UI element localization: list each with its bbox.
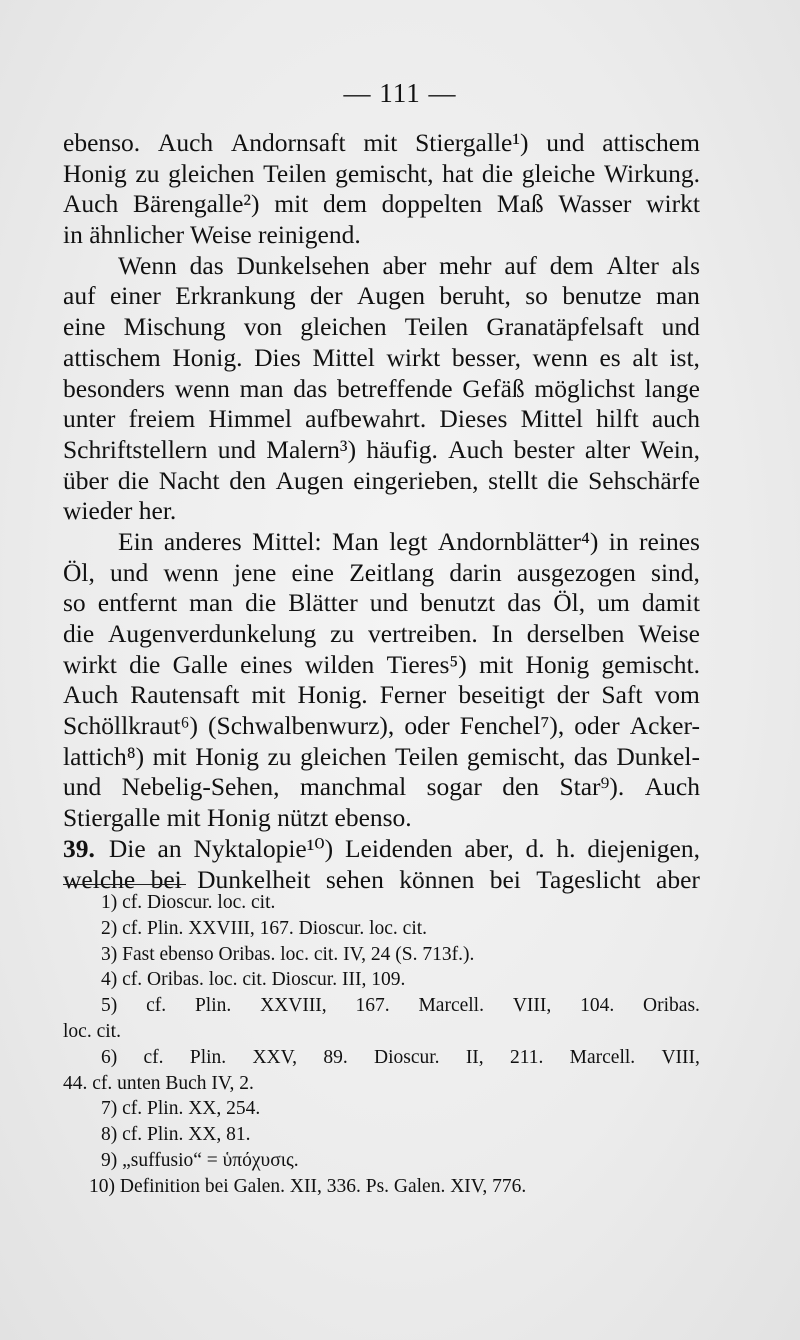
text-line: Wenn das Dunkelsehen aber mehr auf dem Alter als (118, 250, 700, 280)
footnote: 1) cf. Dioscur. loc. cit. (101, 892, 276, 913)
text-line: auf einer Erkrankung der Augen beruht, so benutze man (63, 281, 700, 311)
text-line: über die Nacht den Augen eingerieben, stellt die Sehschärfe (63, 465, 700, 495)
paragraph-2 (63, 251, 700, 527)
page-number: — 111 — (343, 78, 457, 108)
footnote: 5) cf. Plin. XXVIII, 167. Marcell. VIII, 104. Oribas. (101, 995, 700, 1017)
main-text (63, 128, 700, 895)
paragraph-4 (63, 834, 700, 895)
text-line: Öl, und wenn jene eine Zeitlang darin ausgezogen sind, (63, 557, 700, 587)
text-line-content: Die an Nyktalopie¹⁰) Leidenden aber, d. h. diejenigen, (108, 833, 700, 863)
footnote: 4) cf. Oribas. loc. cit. Dioscur. III, 109. (101, 969, 406, 991)
text-line: die Augenverdunkelung zu vertreiben. In derselben Weise (63, 619, 700, 648)
footnote: 7) cf. Plin. XX, 254. (101, 1098, 261, 1120)
text-line: Ein anderes Mittel: Man legt Andornblätter⁴) in reines (118, 526, 700, 556)
footnotes (63, 890, 700, 1200)
footnote: 3) Fast ebenso Oribas. loc. cit. IV, 24 (S. 713f.). (101, 943, 475, 965)
paragraph-1 (63, 128, 700, 251)
text-line: wieder her. (63, 496, 177, 526)
text-line: wirkt die Galle eines wilden Tieres⁵) mit Honig gemischt. (63, 649, 700, 679)
footnote: 2) cf. Plin. XXVIII, 167. Dioscur. loc. cit. (101, 917, 428, 939)
section-number: 39. (63, 833, 95, 863)
paragraph-3 (63, 527, 700, 834)
footnote: 9) „suffusio“ = ὑπόχυσις. (101, 1149, 299, 1171)
text-line: und Nebelig-Sehen, manchmal sogar den Star⁹). Auch (63, 772, 700, 802)
text-line: Honig zu gleichen Teilen gemischt, hat die gleiche Wirkung. (63, 158, 700, 188)
text-line: ebenso. Auch Andornsaft mit Stiergalle¹) und attischem (63, 128, 700, 157)
text-line: unter freiem Himmel aufbewahrt. Dieses Mittel hilft auch (63, 404, 700, 434)
text-line: in ähnlicher Weise reinigend. (63, 220, 361, 250)
footnote: 10) Definition bei Galen. XII, 336. Ps. Galen. XIV, 776. (89, 1175, 527, 1197)
text-line: lattich⁸) mit Honig zu gleichen Teilen gemischt, das Dunkel- (63, 741, 700, 771)
footnote-continuation: 44. cf. unten Buch IV, 2. (63, 1072, 254, 1094)
footnote-continuation: loc. cit. (63, 1020, 121, 1042)
footnote: 6) cf. Plin. XXV, 89. Dioscur. II, 211. Marcell. VIII, (101, 1046, 700, 1068)
text-line: welche bei Dunkelheit sehen können bei Tageslicht aber (63, 864, 700, 894)
text-line: so entfernt man die Blätter und benutzt das Öl, um damit (63, 588, 700, 618)
text-line: Stiergalle mit Honig nützt ebenso. (63, 803, 412, 833)
text-line: Auch Bärengalle²) mit dem doppelten Maß Wasser wirkt (63, 189, 700, 219)
text-line (63, 834, 700, 865)
text-line: attischem Honig. Dies Mittel wirkt besser, wenn es alt ist, (63, 342, 700, 372)
text-line: Schriftstellern und Malern³) häufig. Auch bester alter Wein, (63, 434, 700, 464)
text-line: Schöllkraut⁶) (Schwalbenwurz), oder Fenchel⁷), oder Acker- (63, 711, 700, 741)
footnote-divider (63, 884, 186, 885)
text-line: besonders wenn man das betreffende Gefäß möglichst lange (63, 373, 700, 403)
text-line: eine Mischung von gleichen Teilen Granatäpfelsaft und (63, 312, 700, 342)
footnote: 8) cf. Plin. XX, 81. (101, 1124, 251, 1146)
text-line: Auch Rautensaft mit Honig. Ferner beseitigt der Saft vom (63, 680, 700, 710)
